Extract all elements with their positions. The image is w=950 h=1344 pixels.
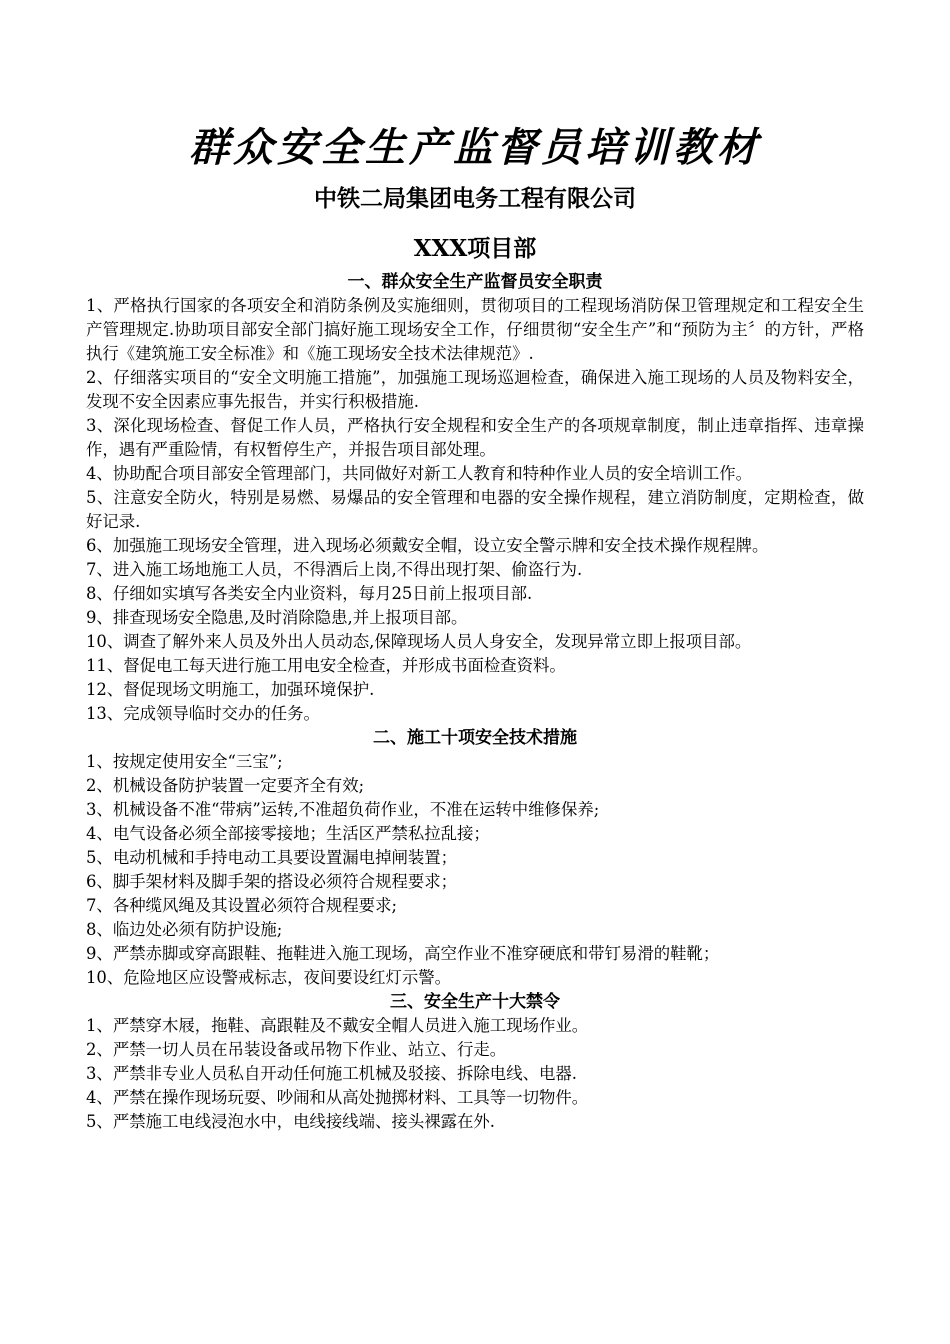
list-item: 7、各种缆风绳及其设置必须符合规程要求; (86, 896, 397, 915)
section-technical-measures (86, 726, 864, 990)
list-item: 2、仔细落实项目的“安全文明施工措施”，加强施工现场巡迴检查，确保进入施工现场的人员及物料安全，发现不安全因素应事先报告，并实行积极措施. (86, 368, 864, 411)
list-item: 13、完成领导临时交办的任务。 (86, 704, 320, 723)
document-page (86, 118, 864, 1134)
list-item: 10、调查了解外来人员及外出人员动态,保障现场人员人身安全，发现异常立即上报项目部。 (86, 632, 752, 651)
list-item: 6、脚手架材料及脚手架的搭设必须符合规程要求； (86, 872, 458, 891)
document-title: 群众安全生产监督员培训教材 (189, 124, 761, 171)
list-item: 9、严禁赤脚或穿高跟鞋、拖鞋进入施工现场，高空作业不准穿硬底和带钉易滑的鞋靴； (86, 944, 720, 963)
list-item: 1、严格执行国家的各项安全和消防条例及实施细则，贯彻项目的工程现场消防保卫管理规定和工程安全生产管理规定.协助项目部安全部门搞好施工现场安全工作，仔细贯彻“安全生产”和“预防为主〞的方针，严格执行《建筑施工安全标准》和《施工现场安全技术法律规范》. (86, 296, 864, 363)
list-item: 9、排查现场安全隐患,及时消除隐患,并上报项目部。 (86, 608, 468, 627)
list-item: 2、机械设备防护装置一定要齐全有效; (86, 776, 365, 795)
list-item: 4、电气设备必须全部接零接地；生活区严禁私拉乱接； (86, 824, 490, 843)
section-prohibitions (86, 990, 864, 1134)
list-item: 8、仔细如实填写各类安全内业资料，每月25日前上报项目部. (86, 584, 533, 603)
section-heading: 三、安全生产十大禁令 (390, 992, 560, 1012)
list-item: 12、督促现场文明施工，加强环境保护. (86, 680, 375, 699)
list-item: 4、严禁在操作现场玩耍、吵闹和从高处抛掷材料、工具等一切物件。 (86, 1088, 589, 1107)
section-duties (86, 270, 864, 726)
list-item: 5、严禁施工电线浸泡水中，电线接线端、接头裸露在外. (86, 1112, 496, 1131)
list-item: 10、危险地区应设警戒标志，夜间要设红灯示警。 (86, 968, 452, 987)
company-name: 中铁二局集团电务工程有限公司 (314, 185, 636, 212)
section-heading: 二、施工十项安全技术措施 (373, 728, 577, 748)
list-item: 1、按规定使用安全“三宝”; (86, 752, 283, 771)
list-item: 8、临边处必须有防护设施; (86, 920, 283, 939)
list-item: 11、督促电工每天进行施工用电安全检查，并形成书面检查资料。 (86, 656, 566, 675)
list-item: 3、深化现场检查、督促工作人员，严格执行安全规程和安全生产的各项规章制度，制止违章指挥、违章操作，遇有严重险情，有权暂停生产，并报告项目部处理。 (86, 416, 864, 459)
list-item: 3、机械设备不准“带病”运转,不准超负荷作业，不准在运转中维修保养; (86, 800, 600, 819)
section-heading: 一、群众安全生产监督员安全职责 (347, 272, 603, 292)
list-item: 4、协助配合项目部安全管理部门，共同做好对新工人教育和特种作业人员的安全培训工作。 (86, 464, 753, 483)
list-item: 5、注意安全防火，特别是易燃、易爆品的安全管理和电器的安全操作规程，建立消防制度，定期检查，做好记录. (86, 488, 864, 531)
list-item: 3、严禁非专业人员私自开动任何施工机械及驳接、拆除电线、电器. (86, 1064, 577, 1083)
list-item: 6、加强施工现场安全管理，进入现场必须戴安全帽，设立安全警示牌和安全技术操作规程牌。 (86, 536, 769, 555)
list-item: 5、电动机械和手持电动工具要设置漏电掉闸装置； (86, 848, 458, 867)
project-name: XXX项目部 (413, 235, 537, 262)
list-item: 7、进入施工场地施工人员，不得酒后上岗,不得出现打架、偷盗行为. (86, 560, 583, 579)
list-item: 2、严禁一切人员在吊装设备或吊物下作业、站立、行走。 (86, 1040, 507, 1059)
list-item: 1、严禁穿木屐，拖鞋、高跟鞋及不戴安全帽人员进入施工现场作业。 (86, 1016, 589, 1035)
